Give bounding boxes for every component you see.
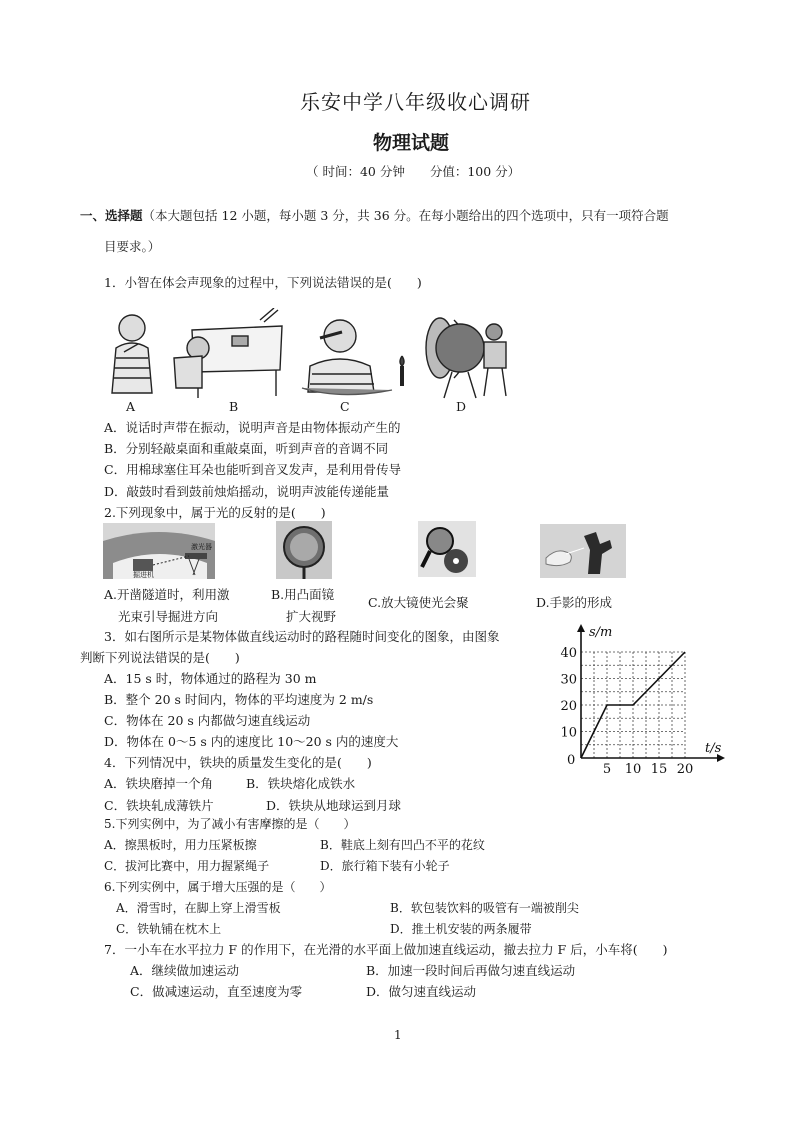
q2-option-b-line1: B.用凸面镜: [271, 587, 335, 602]
q7-option-a: A．继续做加速运动: [130, 963, 240, 978]
q3-st-chart: [554, 620, 734, 780]
q4-option-a: A．铁块磨掉一个角: [104, 776, 214, 791]
x-axis-label: t/s: [705, 741, 722, 756]
q5-stem: 5.下列实例中，为了减小有害摩擦的是（ ）: [104, 817, 356, 831]
q5-option-c: C．拔河比赛中，用力握紧绳子: [104, 859, 270, 873]
q1-figure-b: [174, 308, 282, 398]
q1-figure-label-b: B: [229, 399, 239, 414]
q1-option-d: D．敲鼓时看到鼓前烛焰摇动，说明声波能传递能量: [104, 484, 390, 499]
x-tick-label: 15: [650, 762, 668, 777]
x-tick-label: 5: [602, 762, 612, 777]
y-axis-label: s/m: [589, 625, 613, 640]
q1-figure-d: [400, 318, 506, 398]
q1-figure-label-c: C: [340, 399, 350, 414]
q3-stem-line2: 判断下列说法错误的是( ): [80, 650, 240, 665]
y-tick-label: 20: [560, 699, 577, 714]
q6-option-b: B．软包装饮料的吸管有一端被削尖: [390, 901, 579, 915]
y-tick-label: 40: [560, 646, 577, 661]
q7-option-b: B．加速一段时间后再做匀速直线运动: [366, 963, 576, 978]
q6-option-a: A．滑雪时，在脚上穿上滑雪板: [116, 901, 281, 915]
section-instruction-line1: （本大题包括 12 小题，每小题 3 分，共 36 分。在每小题给出的四个选项中，只有一项符合题: [142, 208, 669, 223]
q1-figure-c: [302, 320, 392, 395]
q1-figure-label-a: A: [126, 399, 136, 414]
q2-picture-d: [540, 524, 626, 578]
section-heading: 一、选择题: [80, 208, 143, 223]
q4-stem: 4．下列情况中，铁块的质量发生变化的是( ): [104, 755, 372, 770]
q2-stem: 2.下列现象中，属于光的反射的是( ): [104, 505, 326, 520]
q2-picture-b: [276, 521, 332, 579]
q2-option-d: D.手影的形成: [536, 595, 613, 610]
q2-option-c: C.放大镜使光会聚: [368, 595, 469, 610]
q3-option-a: A．15 s 时，物体通过的路程为 30 m: [104, 671, 317, 686]
q2-option-a-line1: A.开凿隧道时，利用激: [104, 587, 230, 602]
q1-stem: 1．小智在体会声现象的过程中，下列说法错误的是( ): [104, 275, 422, 290]
y-axis-arrow: [577, 624, 585, 632]
section-instruction-line2: 目要求。）: [104, 239, 161, 254]
q1-option-c: C．用棉球塞住耳朵也能听到音叉发声，是利用骨传导: [104, 462, 402, 477]
q5-option-b: B．鞋底上刻有凹凸不平的花纹: [320, 838, 485, 852]
school-title: 乐安中学八年级收心调研: [300, 90, 531, 114]
q2-picture-a: [103, 523, 215, 579]
y-tick-label: 30: [560, 672, 577, 688]
q1-option-a: A．说话时声带在振动，说明声音是由物体振动产生的: [104, 420, 401, 435]
q7-option-d: D．做匀速直线运动: [366, 984, 477, 999]
x-tick-label: 10: [624, 762, 642, 777]
q7-stem: 7．一小车在水平拉力 F 的作用下，在光滑的水平面上做加速直线运动，撤去拉力 F 后，小车将( ): [104, 942, 668, 957]
q1-figure-label-d: D: [456, 399, 467, 414]
q5-option-d: D．旅行箱下装有小轮子: [320, 859, 450, 873]
subject-title: 物理试题: [373, 132, 450, 154]
page-number: 1: [394, 1028, 402, 1042]
q3-stem-line1: 3．如右图所示是某物体做直线运动时的路程随时间变化的图象，由图象: [104, 629, 500, 644]
q3-option-b: B．整个 20 s 时间内，物体的平均速度为 2 m/s: [104, 692, 374, 707]
q6-stem: 6.下列实例中，属于增大压强的是（ ）: [104, 880, 332, 894]
q4-option-b: B．铁块熔化成铁水: [246, 776, 356, 791]
q1-option-b: B．分别轻敲桌面和重敲桌面，听到声音的音调不同: [104, 441, 389, 456]
q2-option-b-line2: 扩大视野: [286, 609, 337, 624]
q2-option-a-line2: 光束引导掘进方向: [118, 609, 219, 624]
origin-label: 0: [567, 753, 576, 768]
q4-option-d: D．铁块从地球运到月球: [266, 798, 402, 813]
q7-option-c: C．做减速运动，直至速度为零: [130, 984, 303, 999]
q6-option-c: C．铁轨铺在枕木上: [116, 922, 222, 936]
x-tick-label: 20: [676, 762, 694, 777]
q2-laser-label: 激光器: [191, 543, 212, 551]
q3-option-d: D．物体在 0～5 s 内的速度比 10～20 s 内的速度大: [104, 734, 399, 749]
q1-figure: [102, 308, 522, 400]
q1-figure-a: [112, 315, 152, 393]
section-instruction: [80, 206, 669, 224]
exam-info: （ 时间：40 分钟 分值：100 分）: [306, 164, 521, 179]
q3-option-c: C．物体在 20 s 内都做匀速直线运动: [104, 713, 311, 728]
q5-option-a: A．擦黑板时，用力压紧板擦: [104, 838, 257, 852]
q2-picture-c: [418, 521, 476, 577]
y-tick-label: 10: [560, 725, 577, 741]
q4-option-c: C．铁块轧成薄铁片: [104, 798, 214, 813]
q6-option-d: D．推土机安装的两条履带: [390, 922, 532, 936]
q2-tunneler-label: 掘进机: [133, 571, 154, 579]
